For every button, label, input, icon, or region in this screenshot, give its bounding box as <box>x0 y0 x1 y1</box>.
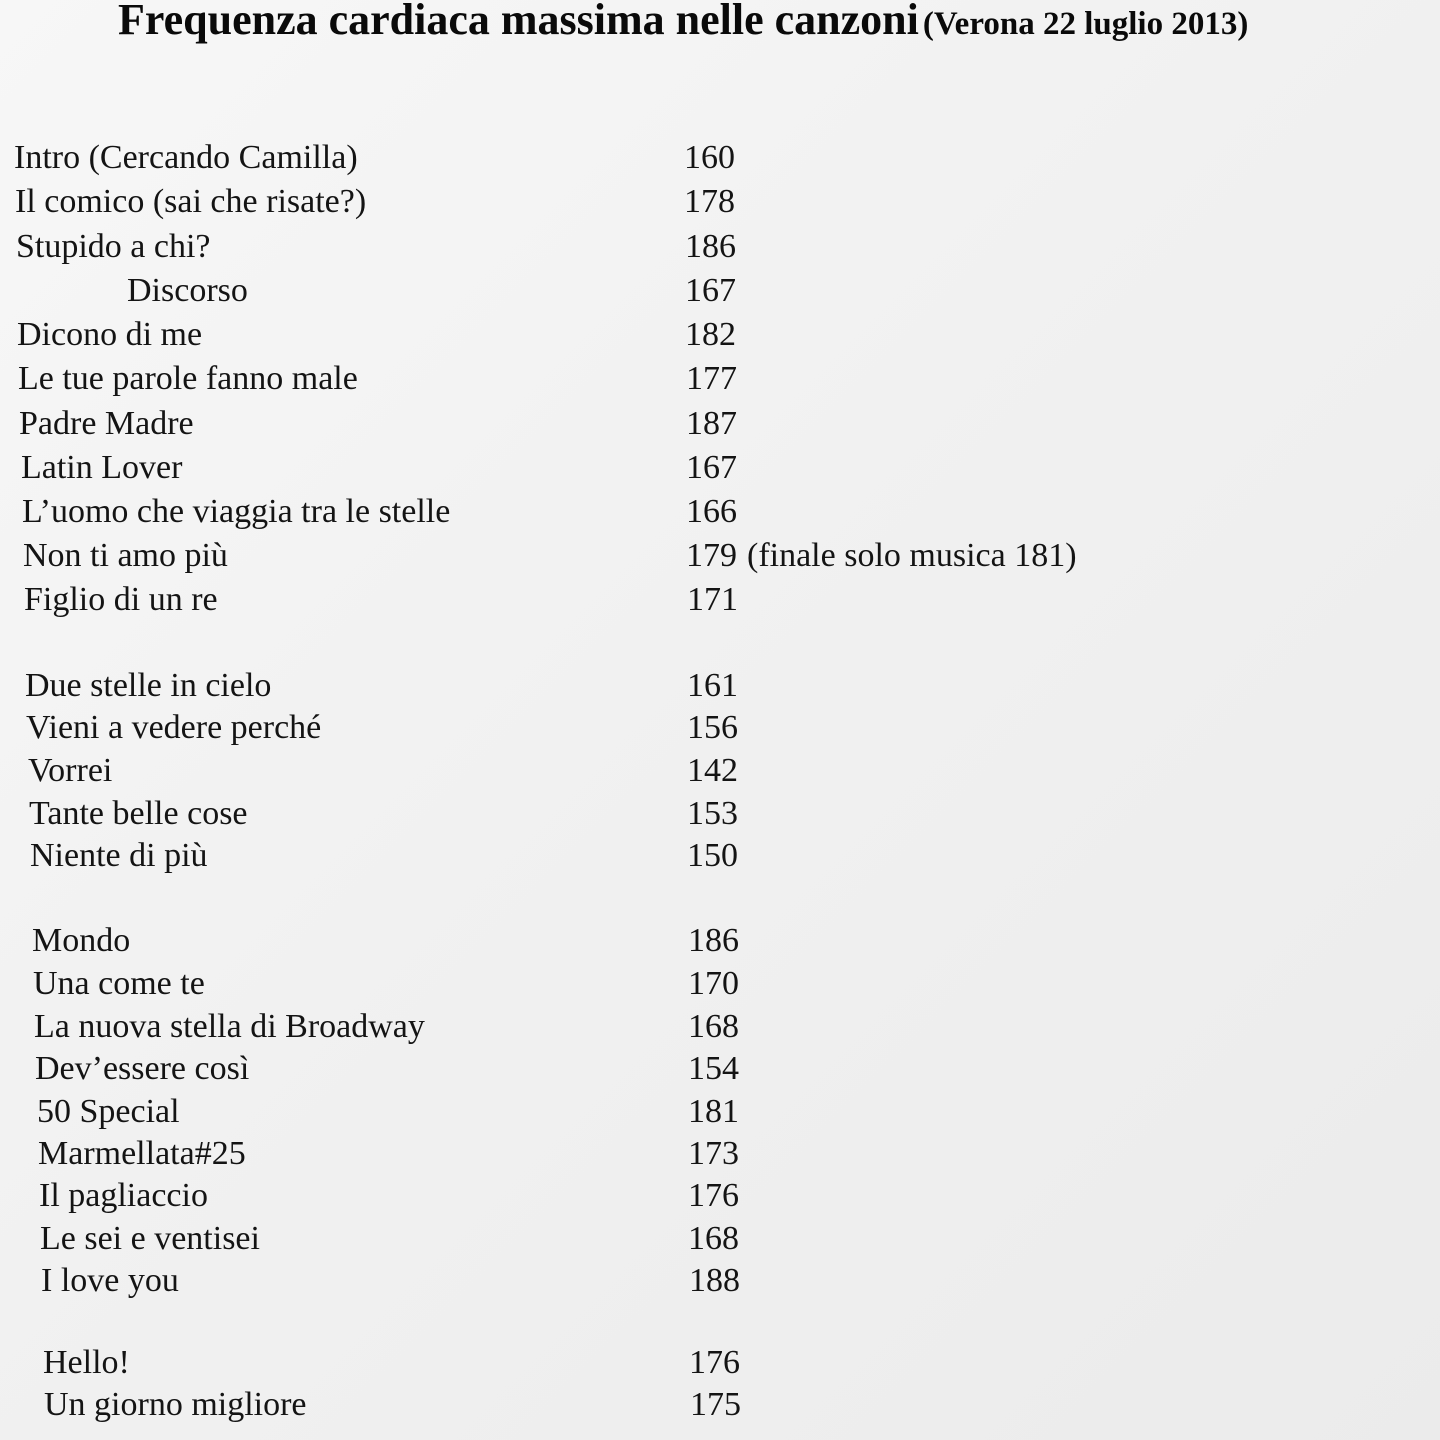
max-heart-rate: 173 <box>688 1135 739 1172</box>
song-name: Niente di più <box>30 837 208 874</box>
max-heart-rate: 142 <box>687 752 738 789</box>
max-heart-rate: 181 <box>688 1093 739 1130</box>
song-name: Figlio di un re <box>24 581 218 618</box>
max-heart-rate: 167 <box>685 272 736 309</box>
max-heart-rate <box>686 534 1077 578</box>
max-heart-rate: 175 <box>690 1386 741 1423</box>
song-name: L’uomo che viaggia tra le stelle <box>22 493 451 530</box>
song-name: Intro (Cercando Camilla) <box>14 139 358 176</box>
max-heart-rate: 177 <box>686 360 737 397</box>
song-name: I love you <box>41 1262 179 1299</box>
max-heart-rate: 186 <box>688 922 739 959</box>
song-name: Dicono di me <box>17 316 203 353</box>
song-name: Non ti amo più <box>23 537 228 574</box>
max-heart-rate: 156 <box>687 709 738 746</box>
song-name: Il comico (sai che risate?) <box>15 183 367 220</box>
document-title <box>118 0 1248 45</box>
max-heart-rate-value: 179 <box>686 537 737 574</box>
song-name: La nuova stella di Broadway <box>34 1008 425 1045</box>
max-heart-rate: 160 <box>684 139 735 176</box>
song-name: Vorrei <box>28 752 113 789</box>
song-name: Le sei e ventisei <box>40 1220 260 1257</box>
max-heart-rate: 187 <box>686 405 737 442</box>
max-heart-rate: 168 <box>688 1008 739 1045</box>
max-heart-rate: 153 <box>687 795 738 832</box>
title-subtitle: (Verona 22 luglio 2013) <box>922 6 1249 42</box>
song-name: Una come te <box>33 965 205 1002</box>
song-name: Discorso <box>127 272 248 309</box>
max-heart-rate: 150 <box>687 837 738 874</box>
max-heart-rate: 176 <box>688 1177 739 1214</box>
max-heart-rate: 168 <box>688 1220 739 1257</box>
song-name: Il pagliaccio <box>39 1177 208 1214</box>
song-name: Marmellata#25 <box>38 1135 246 1172</box>
song-name: Due stelle in cielo <box>25 667 272 704</box>
heart-rate-note: (finale solo musica 181) <box>747 537 1077 574</box>
max-heart-rate: 161 <box>687 667 738 704</box>
max-heart-rate: 176 <box>689 1344 740 1381</box>
song-name: Tante belle cose <box>29 795 248 832</box>
song-name: 50 Special <box>37 1093 180 1130</box>
song-name: Padre Madre <box>19 405 194 442</box>
max-heart-rate: 182 <box>685 316 736 353</box>
song-name: Le tue parole fanno male <box>18 360 358 397</box>
max-heart-rate: 170 <box>688 965 739 1002</box>
max-heart-rate: 178 <box>684 183 735 220</box>
max-heart-rate: 154 <box>688 1050 739 1087</box>
max-heart-rate: 186 <box>685 228 736 265</box>
max-heart-rate: 188 <box>689 1262 740 1299</box>
max-heart-rate: 171 <box>687 581 738 618</box>
song-name: Dev’essere così <box>35 1050 250 1087</box>
song-name: Latin Lover <box>21 449 183 486</box>
max-heart-rate: 167 <box>686 449 737 486</box>
max-heart-rate: 166 <box>686 493 737 530</box>
song-name: Vieni a vedere perché <box>26 709 322 746</box>
song-name: Mondo <box>32 922 131 959</box>
song-name: Un giorno migliore <box>44 1386 307 1423</box>
song-name: Hello! <box>43 1344 130 1381</box>
song-name: Stupido a chi? <box>16 228 211 265</box>
title-main: Frequenza cardiaca massima nelle canzoni <box>118 0 919 44</box>
